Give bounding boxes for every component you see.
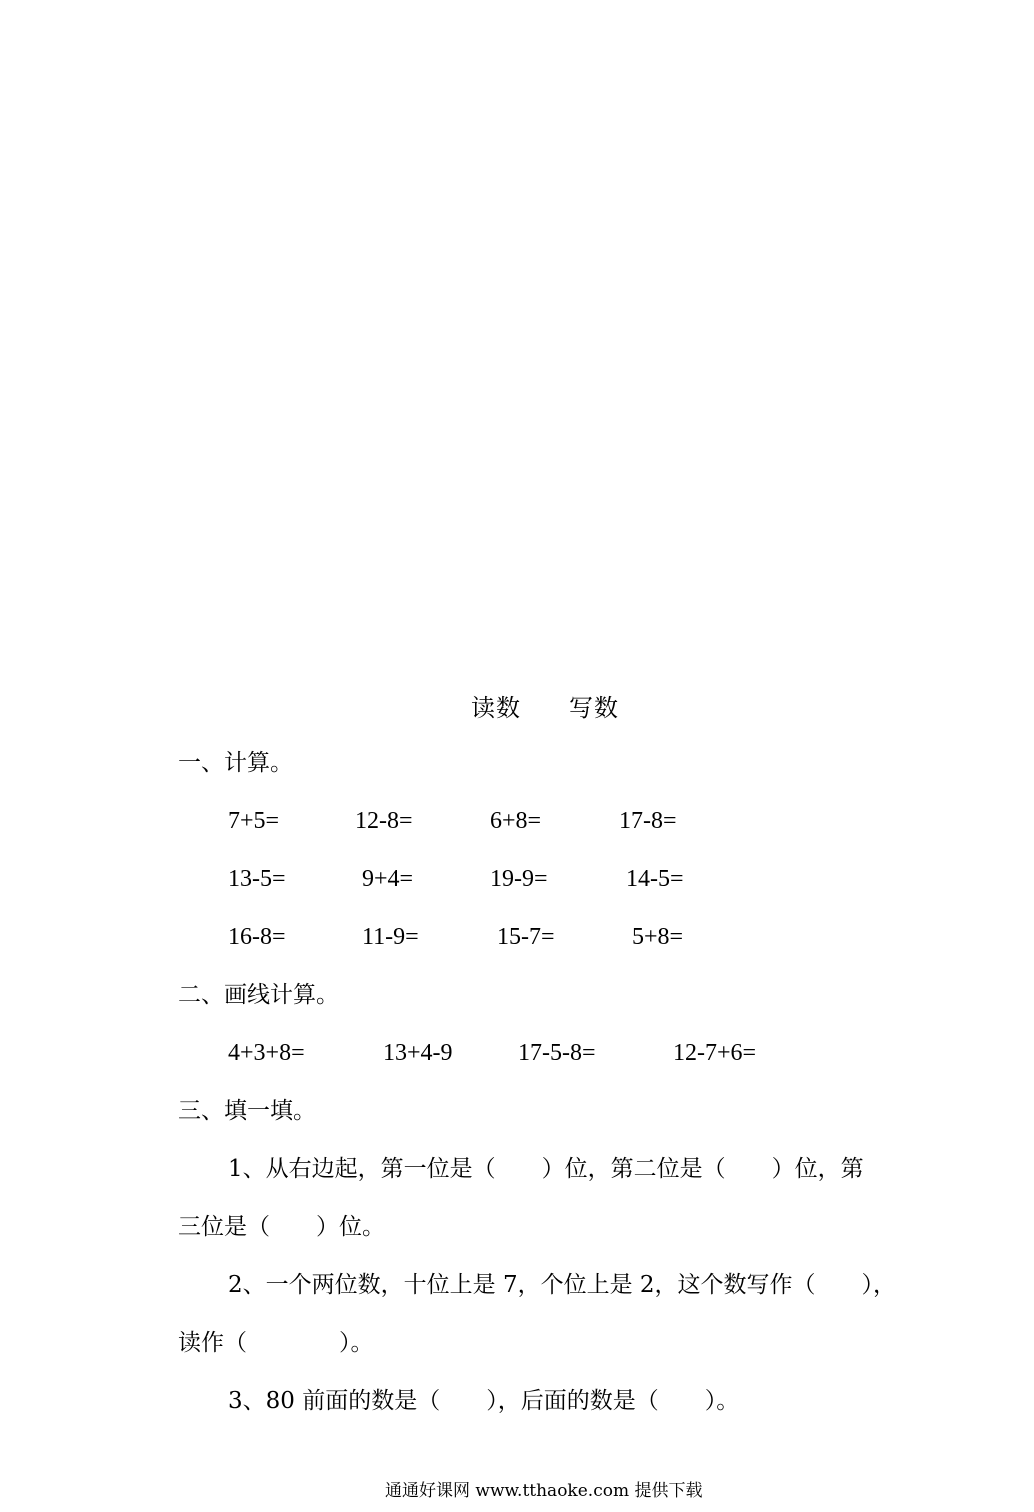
chain-problem-4: 12-7+6= bbox=[673, 1040, 757, 1066]
chain-problem-3: 17-5-8= bbox=[518, 1040, 596, 1066]
problem-2-2: 9+4= bbox=[362, 866, 414, 892]
fill-question-2-line2: 读作（ ）。 bbox=[178, 1330, 374, 1356]
fill-question-2-line1: 2、一个两位数，十位上是 7，个位上是 2，这个数写作（ ）， bbox=[228, 1272, 897, 1298]
problem-3-3: 15-7= bbox=[497, 924, 555, 950]
section2-heading: 二、画线计算。 bbox=[178, 982, 339, 1008]
problem-1-2: 12-8= bbox=[355, 808, 413, 834]
problem-1-3: 6+8= bbox=[490, 808, 542, 834]
section1-heading: 一、计算。 bbox=[178, 750, 293, 776]
chain-problem-2: 13+4-9 bbox=[383, 1040, 453, 1066]
problem-3-4: 5+8= bbox=[632, 924, 684, 950]
title-write-numbers: 写数 bbox=[569, 694, 619, 722]
section3-heading: 三、填一填。 bbox=[178, 1098, 316, 1124]
problem-1-1: 7+5= bbox=[228, 808, 280, 834]
title-read-numbers: 读数 bbox=[471, 694, 521, 722]
problem-3-2: 11-9= bbox=[362, 924, 419, 950]
problem-3-1: 16-8= bbox=[228, 924, 286, 950]
problem-1-4: 17-8= bbox=[619, 808, 677, 834]
problem-2-1: 13-5= bbox=[228, 866, 286, 892]
problem-2-3: 19-9= bbox=[490, 866, 548, 892]
fill-question-1-line1: 1、从右边起，第一位是（ ）位，第二位是（ ）位，第 bbox=[228, 1156, 864, 1182]
fill-question-1-line2: 三位是（ ）位。 bbox=[178, 1214, 385, 1240]
fill-question-3: 3、80 前面的数是（ ），后面的数是（ ）。 bbox=[228, 1388, 740, 1414]
problem-2-4: 14-5= bbox=[626, 866, 684, 892]
page-title bbox=[471, 688, 619, 723]
chain-problem-1: 4+3+8= bbox=[228, 1040, 305, 1066]
footer-watermark: 通通好课网 www.tthaoke.com 提供下载 bbox=[385, 1481, 703, 1501]
